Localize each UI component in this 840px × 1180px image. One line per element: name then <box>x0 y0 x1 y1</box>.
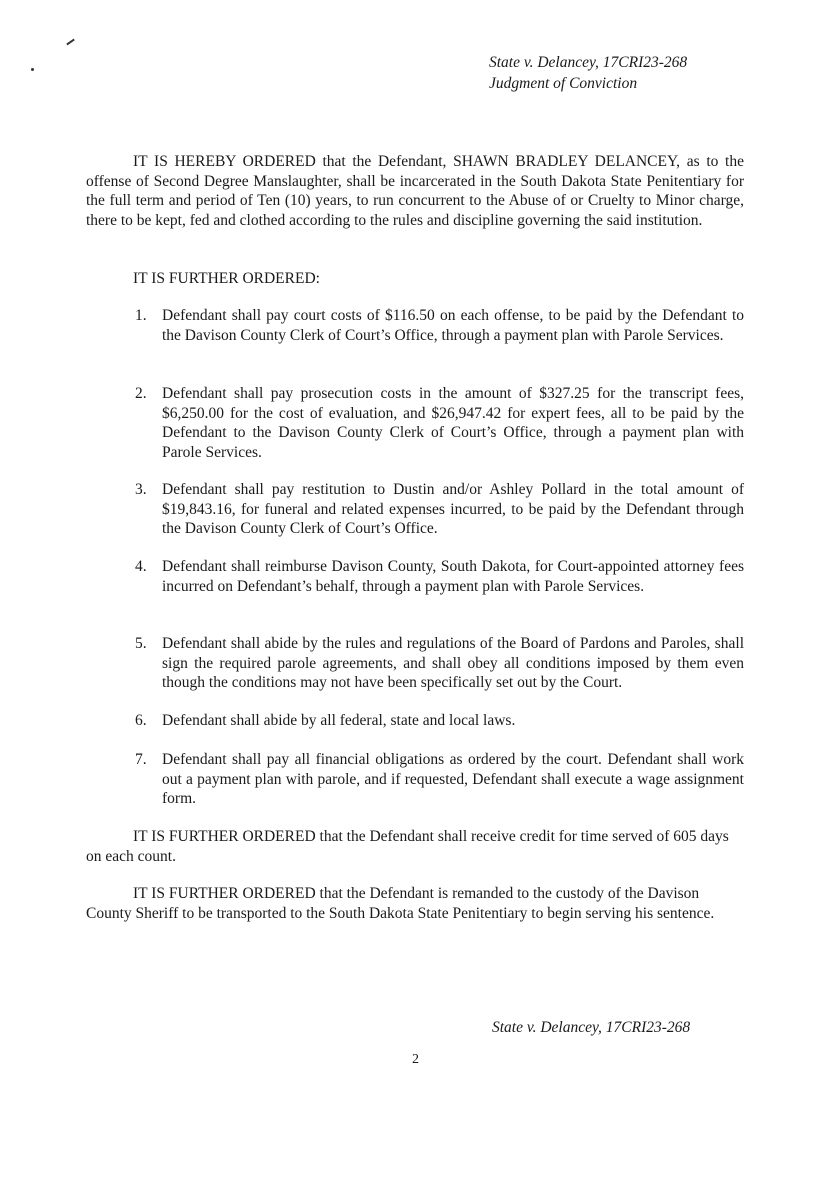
order-number: 2. <box>135 385 147 402</box>
document-header <box>489 52 687 94</box>
order-text: Defendant shall abide by the rules and regulations of the Board of Pardons and Paroles, shall sign the required parole agreements, and shall obey all conditions imposed by them even though the conditions may not have been specifically set out by the Court. <box>162 635 744 692</box>
header-document-title: Judgment of Conviction <box>489 75 638 92</box>
order-text: Defendant shall pay court costs of $116.50 on each offense, to be paid by the Defendant to the Davison County Clerk of Court’s Office, through a payment plan with Parole Services. <box>162 307 744 344</box>
header-case-caption: State v. Delancey, 17CRI23-268 <box>489 54 688 71</box>
footer-case-caption: State v. Delancey, 17CRI23-268 <box>492 1019 691 1036</box>
order-number: 7. <box>135 751 147 768</box>
order-number: 6. <box>135 712 147 729</box>
order-text: Defendant shall abide by all federal, state and local laws. <box>162 712 516 729</box>
scan-mark <box>66 39 75 46</box>
order-text: Defendant shall reimburse Davison County, South Dakota, for Court-appointed attorney fees incurred on Defendant’s behalf, through a payment plan with Parole Services. <box>162 558 744 595</box>
order-number: 5. <box>135 635 147 652</box>
order-number: 4. <box>135 558 147 575</box>
order-text: Defendant shall pay restitution to Dustin and/or Ashley Pollard in the total amount of $19,843.16, for funeral and related expenses incurred, to be paid by the Defendant through the Davison County Clerk of Court’s Office. <box>162 481 744 538</box>
further-ordered-heading: IT IS FURTHER ORDERED: <box>133 270 320 287</box>
page-number: 2 <box>412 1052 419 1067</box>
order-text: Defendant shall pay all financial obligations as ordered by the court. Defendant shall work out a payment plan with parole, and if requested, Defendant shall execute a wage assignment form. <box>162 751 744 808</box>
order-number: 3. <box>135 481 147 498</box>
order-text: Defendant shall pay prosecution costs in the amount of $327.25 for the transcript fees, $6,250.00 for the cost of evaluation, and $26,947.42 for expert fees, all to be paid by the Defendant to the Davison County Clerk of Court’s Office, through a payment plan with Parole Services. <box>162 385 744 461</box>
paragraph-sentence: IT IS HEREBY ORDERED that the Defendant, SHAWN BRADLEY DELANCEY, as to the offense of Second Degree Manslaughter, shall be incarcerated in the South Dakota State Penitentiary for the full term and period of Ten (10) years, to run concurrent to the Abuse of or Cruelty to Minor charge, there to be kept, fed and clothed according to the rules and discipline governing the said institution. <box>86 153 744 229</box>
paragraph-remand: IT IS FURTHER ORDERED that the Defendant is remanded to the custody of the Davison County Sheriff to be transported to the South Dakota State Penitentiary to begin serving his sentence. <box>86 885 715 922</box>
scan-dot <box>31 68 34 71</box>
paragraph-credit: IT IS FURTHER ORDERED that the Defendant shall receive credit for time served of 605 days on each count. <box>86 828 729 865</box>
order-number: 1. <box>135 307 147 324</box>
